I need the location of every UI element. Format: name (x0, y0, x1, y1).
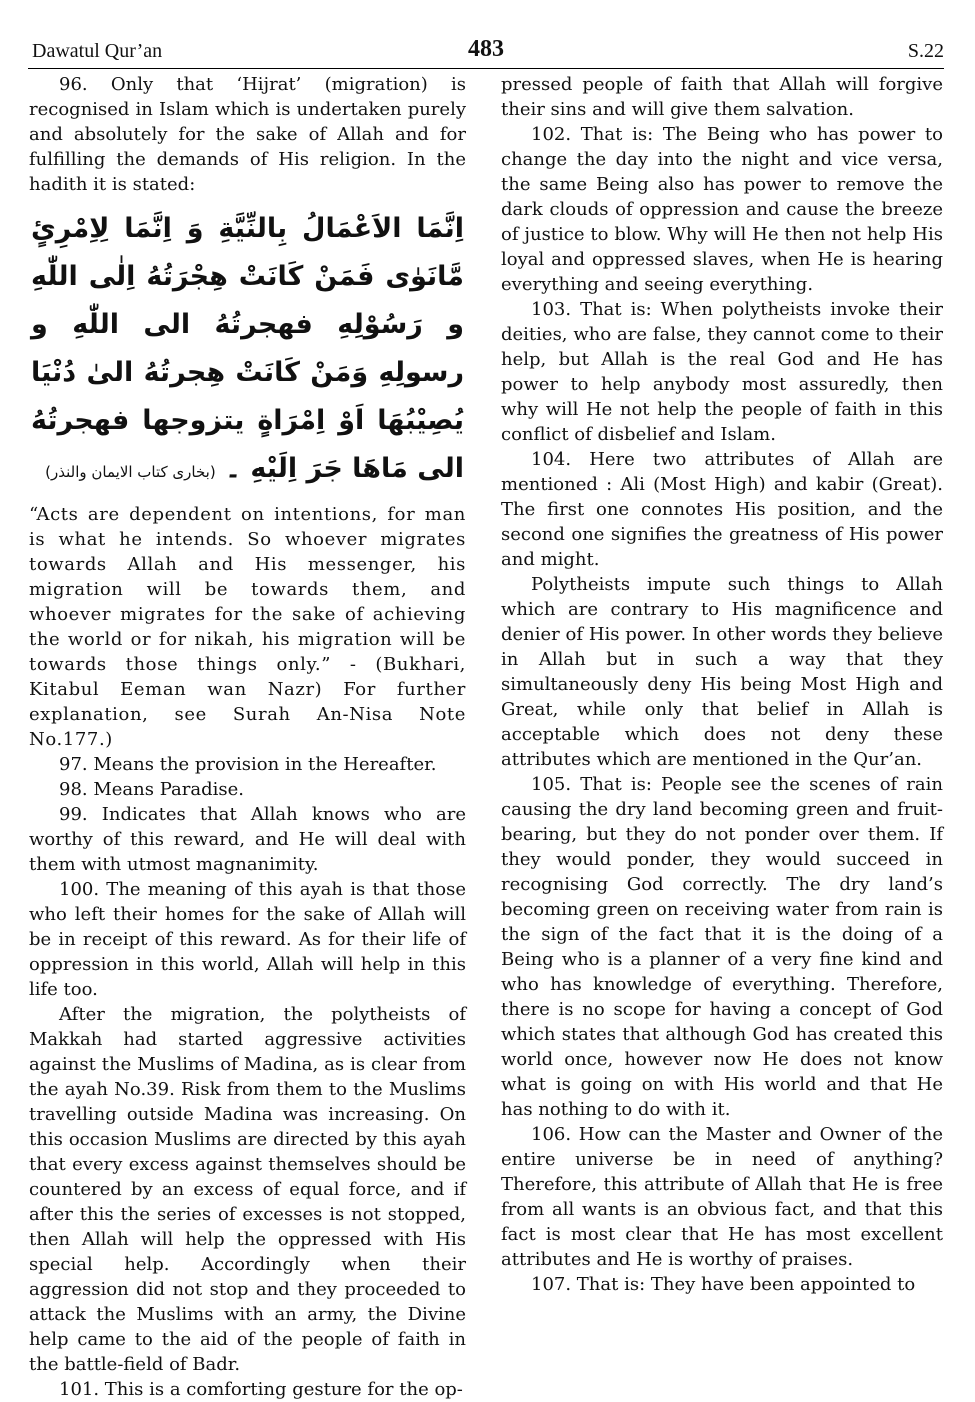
note-97: 97. Means the provision in the Hereafter. (59, 754, 437, 775)
surah-label: S.22 (907, 40, 944, 62)
note-107: 107. That is: They have been appointed to (531, 1274, 916, 1295)
note-99: 99. Indicates that Allah knows who are worthy of this reward, and He will deal with them with utmost magnanimity. (29, 804, 466, 875)
page-header (28, 38, 944, 68)
note-106: 106. How can the Master and Owner of the entire universe be in need of anything? Therefore, this attribute of Allah that He is free from all wants is an obvious fact, and that this fact is most clear that He has most excellent attributes and He is worthy of praises. (501, 1124, 943, 1270)
note-105: 105. That is: People see the scenes of rain causing the dry land becoming green and fruit-bearing, but they do not ponder over them. If they would ponder, they would succeed in recognising God correctly. The dry land’s becoming green on receiving water from rain is the sign of the fact that it is the doing of a Being who is a planner of a very fine kind and who has knowledge of everything. Therefore, there is no scope for having a concept of God which states that although God has created this world once, however now He does not know what is going on with His world and that He has nothing to do with it. (501, 774, 943, 1120)
note-101-continued: pressed people of faith that Allah will forgive their sins and will give them salvation. (501, 74, 943, 120)
note-104-continued: Polytheists impute such things to Allah which are contrary to His magnificence and denier of His power. In other words they believe in Allah but in such a way that they simultaneously deny His being Most High and Great, while only that belief in Allah is acceptable which does not deny these attributes which are mentioned in the Qur’an. (501, 574, 943, 770)
right-column (501, 72, 943, 1297)
note-100: 100. The meaning of this ayah is that those who left their homes for the sake of Allah will be in receipt of this reward. As for their life of oppression in this world, Allah will help in this life too. (29, 879, 466, 1000)
note-102: 102. That is: The Being who has power to change the day into the night and vice versa, the same Being also has power to remove the dark clouds of oppression and cause the breeze of justice to blow. Why will He then not help His loyal and oppressed slaves, when He is hearing everything and seeing everything. (501, 124, 943, 295)
arabic-hadith-text: اِنَّمَا الاَعْمَالُ بِالنِّيَّةِ وَ اِنَّمَا لِاِمْرِئٍ مَّانَوٰى فَمَنْ كَانَتْ هِجْرَتُهُ اِلٰى اللّٰهِ و رَسُوْلِهِ فهجرتُهُ الى اللّٰهِ و رسولِهِ وَمَنْ كَانَتْ هِجرتُهُ الىٰ دُنْيَا يُصِيْبُهَا اَوْ اِمْرَاةٍ يتزوجها فهجرتُهُ الى مَاهَا جَرَ اِلَيْهِ ۔ (31, 213, 464, 484)
note-100-continued: After the migration, the polytheists of Makkah had started aggressive activities against the Muslims of Madina, as is clear from the ayah No.39. Risk from them to the Muslims travelling outside Madina was increasing. On this occasion Muslims are directed by this ayah that every excess against themselves should be countered by an excess of equal force, and if after this the series of excesses is not stopped, then Allah will help the oppressed with His special help. Accordingly when their aggression did not stop and they proceeded to attack the Muslims with an army, the Divine help came to the aid of the people of faith in the battle-field of Badr. (29, 1004, 466, 1375)
note-98: 98. Means Paradise. (59, 779, 244, 800)
header-rule (28, 68, 944, 69)
note-101: 101. This is a comforting gesture for the op- (59, 1379, 463, 1400)
arabic-hadith (29, 205, 466, 496)
book-title: Dawatul Qur’an (32, 40, 163, 62)
note-104: 104. Here two attributes of Allah are mentioned : Ali (Most High) and kabir (Great). The first one connotes His position, and the second one signifies the greatness of His power and might. (501, 449, 943, 570)
left-column (29, 72, 466, 1402)
hadith-translation: “Acts are dependent on intentions, for man is what he intends. So whoever migrates towards Allah and His messenger, his migration will be towards them, and whoever migrates for the sake of achieving the world or for nikah, his migration will be towards those things only.” - (Bukhari, Kitabul Eeman wan Nazr) For further explanation, see Surah An-Nisa Note No.177.) (29, 504, 466, 750)
note-96: 96. Only that ‘Hijrat’ (migration) is recognised in Islam which is undertaken purely and absolutely for the sake of Allah and for fulfilling the demands of His religion. In the hadith it is stated: (29, 74, 466, 195)
arabic-hadith-reference: (بخاری کتاب الایمان والنذر) (45, 463, 216, 481)
note-103: 103. That is: When polytheists invoke their deities, who are false, they cannot come to their help, but Allah is the real God and He has power to help anybody most assuredly, then why will He not help the people of faith in this conflict of disbelief and Islam. (501, 299, 943, 445)
page-number: 483 (468, 36, 504, 62)
